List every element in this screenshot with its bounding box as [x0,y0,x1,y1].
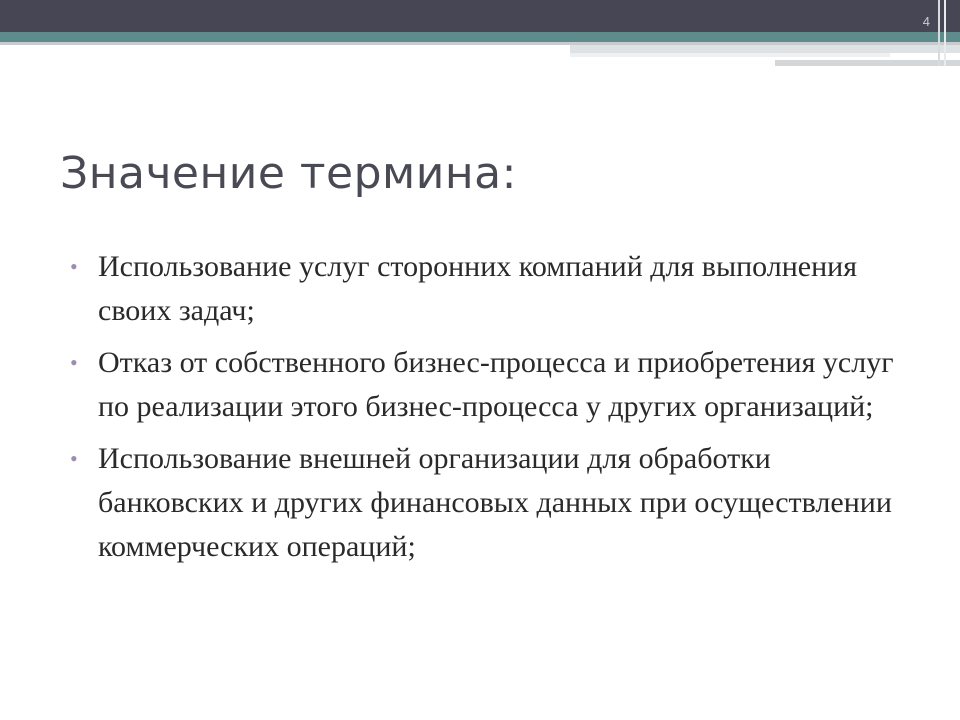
list-item [70,245,900,333]
bullet-icon: • [70,446,78,471]
decorative-bar [570,53,890,57]
header-band [0,0,960,32]
list-item [70,437,900,569]
accent-stripe [0,32,960,42]
bullet-icon: • [70,350,78,375]
decorative-bar [570,45,960,53]
bullet-list [70,245,900,577]
page-number: 4 [922,14,930,29]
bullet-icon: • [70,254,78,279]
decorative-vertical-line [938,0,940,66]
bullet-text: Использование услуг сторонних компаний для выполнения своих задач; [98,250,858,327]
slide-title: Значение термина: [60,148,517,199]
decorative-bar [775,60,960,66]
bullet-text: Использование внешней организации для обработки банковских и других финансовых данных при осуществлении коммерческих операций; [98,442,892,563]
bullet-text: Отказ от собственного бизнес-процесса и приобретения услуг по реализации этого бизнес-процесса у других организаций; [98,346,894,423]
decorative-vertical-line [944,0,946,66]
list-item [70,341,900,429]
